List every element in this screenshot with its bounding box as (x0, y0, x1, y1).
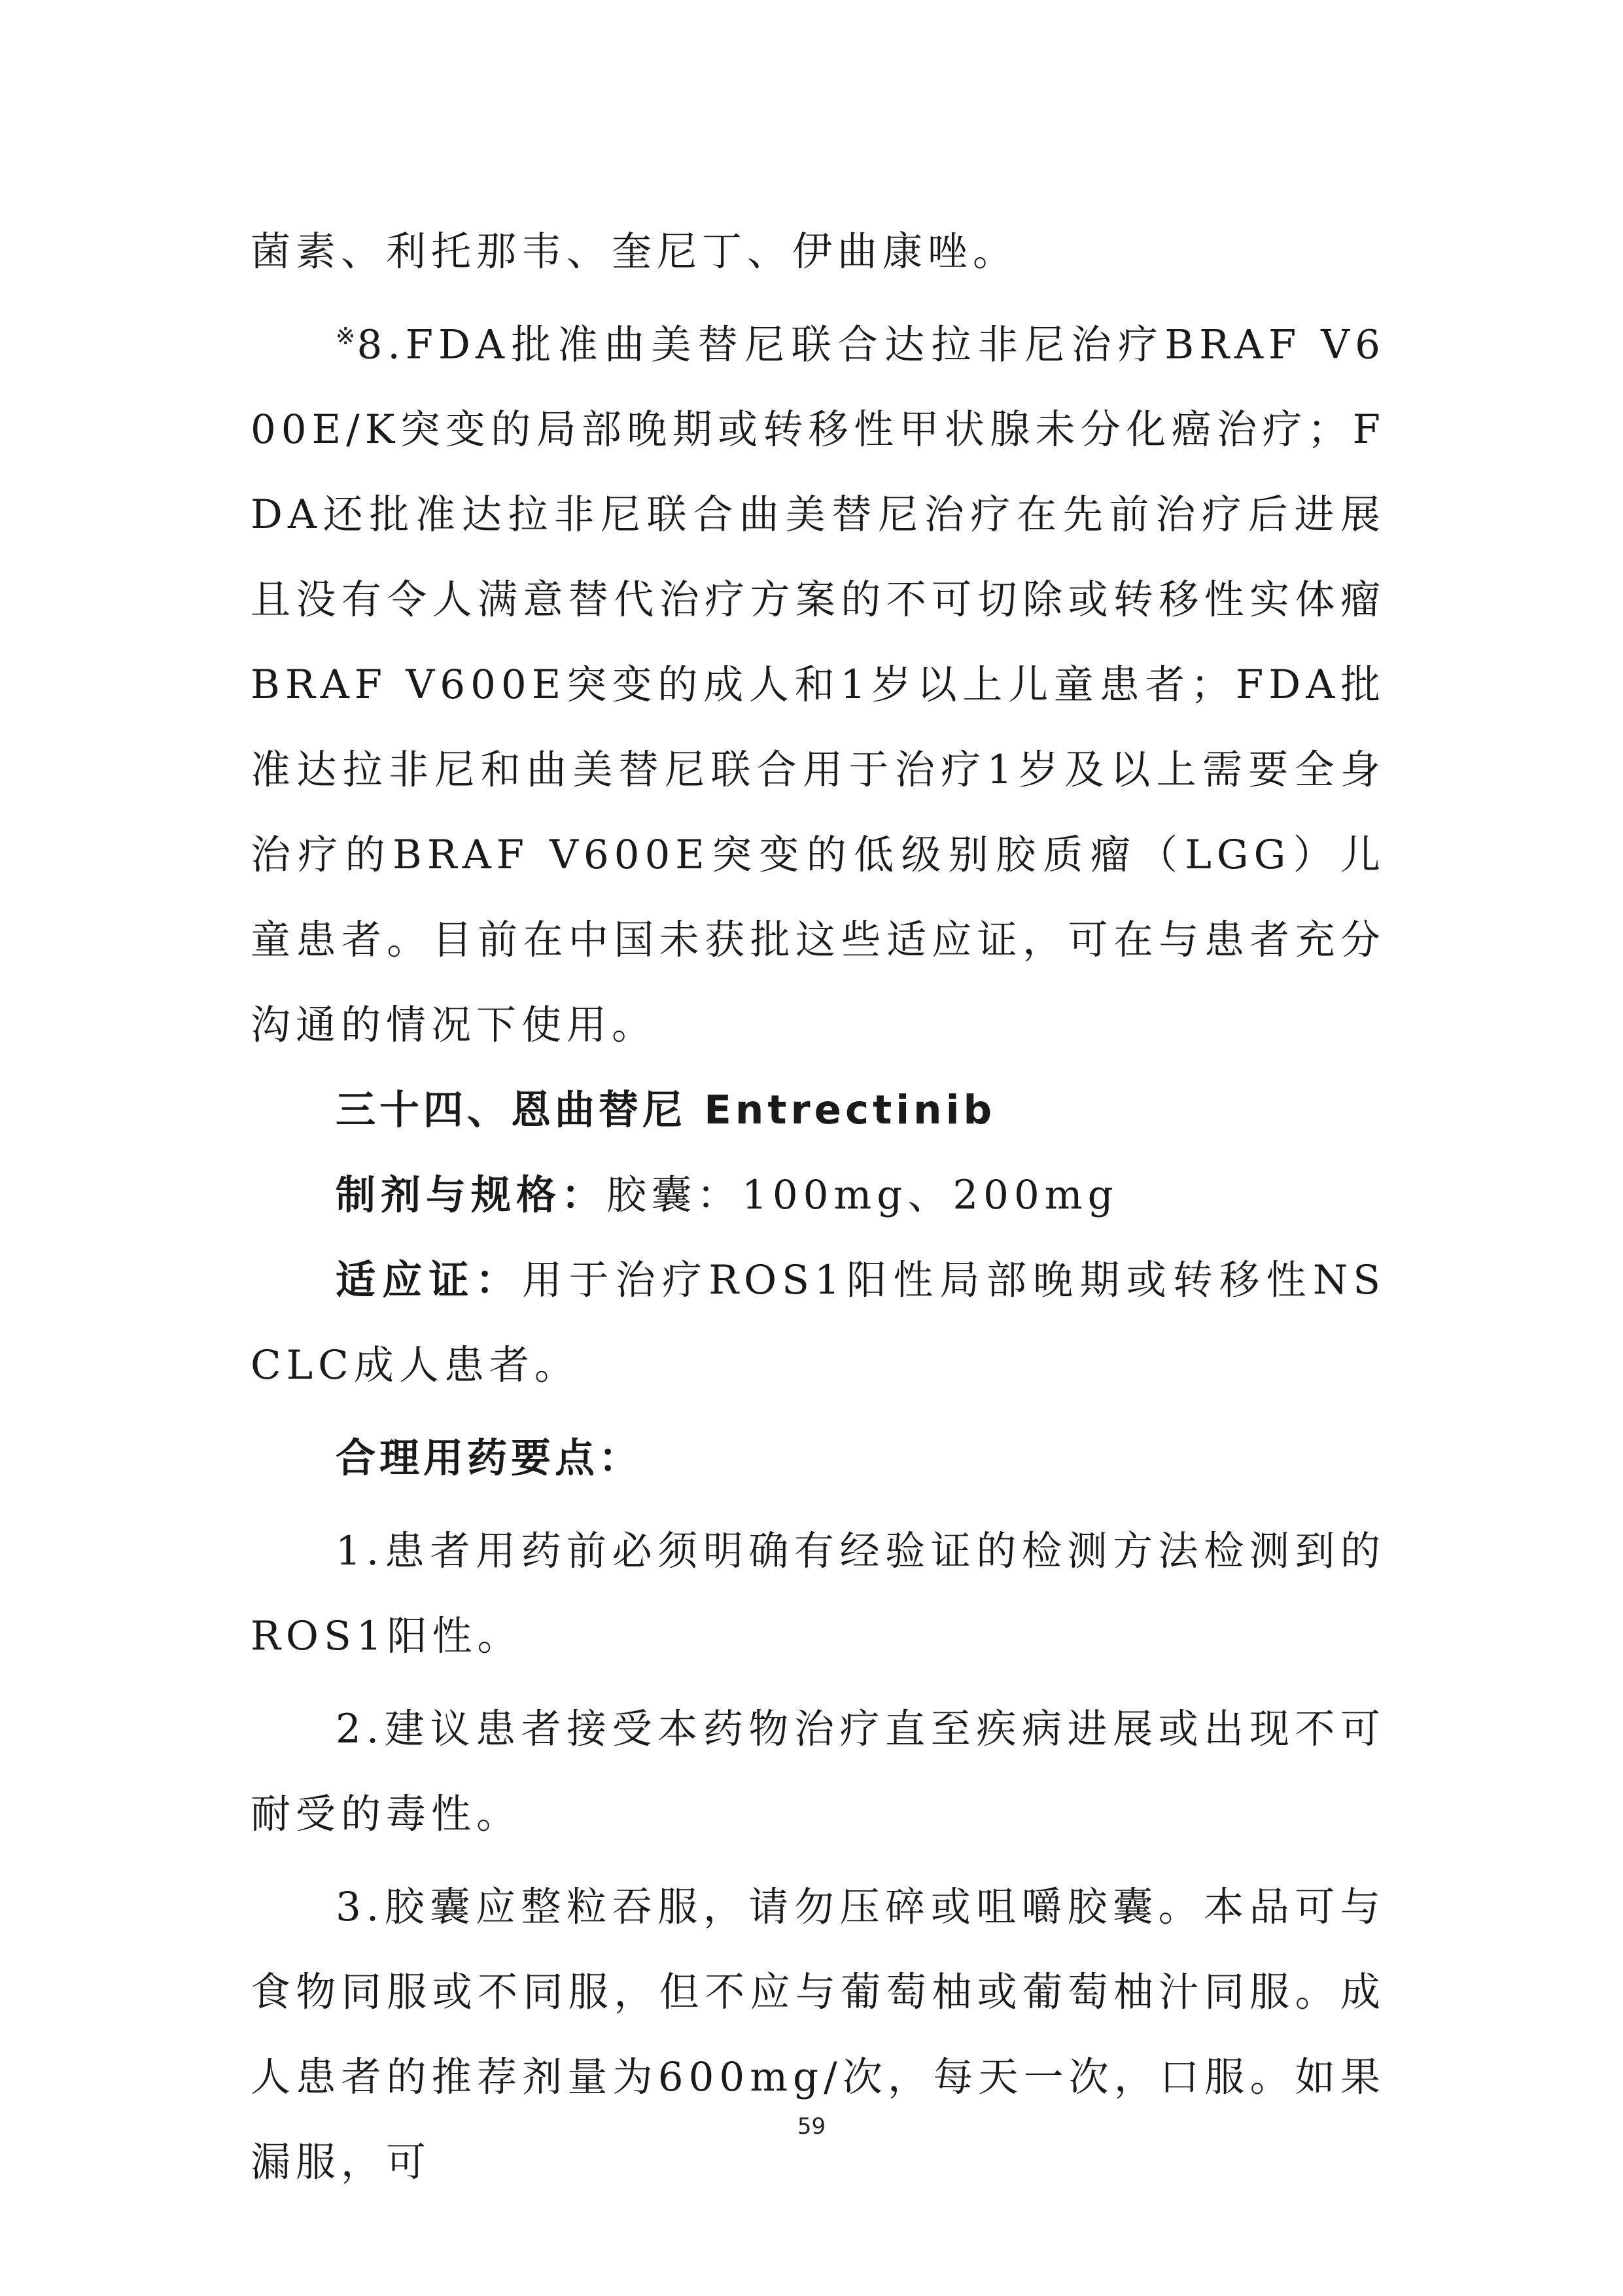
paragraph-fda-note-text: 8.FDA批准曲美替尼联合达拉非尼治疗BRAF V600E/K突变的局部晚期或转移性甲状腺未分化癌治疗；FDA还批准达拉非尼联合曲美替尼治疗在先前治疗后进展且没有令人满意替代治疗方案的不可切除或转移性实体瘤BRAF V600E突变的成人和1岁以上儿童患者；FDA批准达拉非尼和曲美替尼联合用于治疗1岁及以上需要全身治疗的BRAF V600E突变的低级别胶质瘤（LGG）儿童患者。目前在中国未获批这些适应证，可在与患者充分沟通的情况下使用。 (251, 321, 1386, 1049)
section-heading: 三十四、恩曲替尼 Entrectinib (336, 1087, 996, 1134)
indication-paragraph (251, 1238, 1386, 1408)
formulation-value: 胶囊：100mg、200mg (606, 1172, 1119, 1219)
body-text (251, 209, 1386, 2205)
key-point-2: 2.建议患者接受本药物治疗直至疾病进展或出现不可耐受的毒性。 (251, 1706, 1386, 1838)
key-point-1: 1.患者用药前必须明确有经验证的检测方法检测到的ROS1阳性。 (251, 1528, 1386, 1660)
note-mark: ※ (336, 323, 357, 350)
formulation-label: 制剂与规格： (336, 1172, 607, 1219)
indication-label: 适应证： (336, 1257, 523, 1304)
paragraph-fda-note (251, 294, 1386, 1068)
key-point-3: 3.胶囊应整粒吞服，请勿压碎或咀嚼胶囊。本品可与食物同服或不同服，但不应与葡萄柚或葡萄柚汁同服。成人患者的推荐剂量为600mg/次，每天一次，口服。如果漏服，可 (251, 1884, 1386, 2186)
key-points-heading: 合理用药要点： (336, 1435, 643, 1482)
paragraph-continuation: 菌素、利托那韦、奎尼丁、伊曲康唑。 (251, 228, 1019, 275)
formulation-line (251, 1153, 1386, 1238)
indication-value: 用于治疗ROS1阳性局部晚期或转移性NSCLC成人患者。 (251, 1257, 1386, 1389)
page-number: 59 (797, 2113, 826, 2140)
